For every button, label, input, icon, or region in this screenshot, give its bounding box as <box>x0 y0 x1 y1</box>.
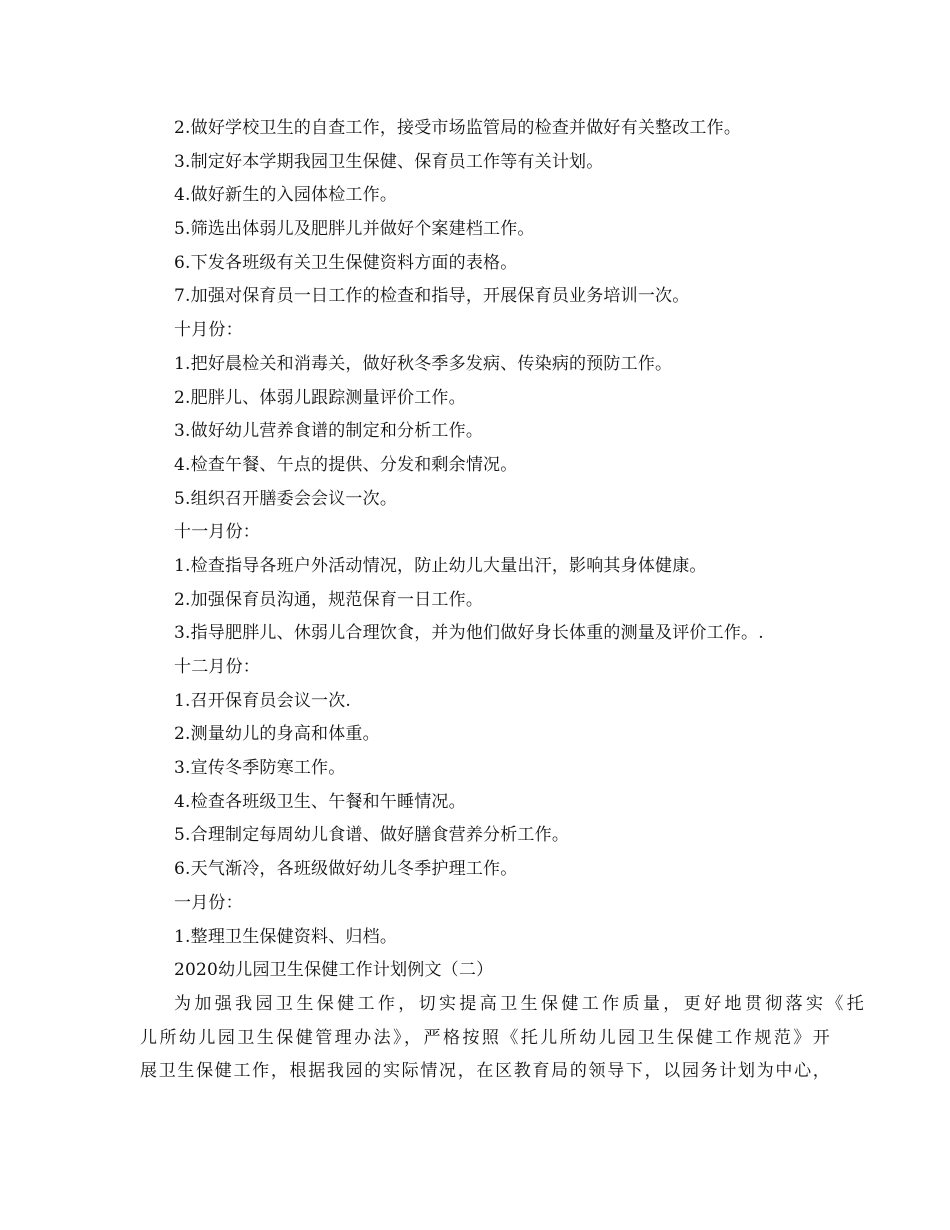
list-item: 2.肥胖儿、体弱儿跟踪测量评价工作。 <box>174 387 466 408</box>
paragraph-line: 儿所幼儿园卫生保健管理办法》，严格按照《托儿所幼儿园卫生保健工作规范》开 <box>140 1027 830 1048</box>
list-item: 5.组织召开膳委会会议一次。 <box>174 488 398 509</box>
list-item: 6.天气渐冷，各班级做好幼儿冬季护理工作。 <box>174 859 518 880</box>
document-subtitle: 2020幼儿园卫生保健工作计划例文（二） <box>174 960 494 981</box>
list-item: 5.筛选出体弱儿及肥胖儿并做好个案建档工作。 <box>174 219 535 240</box>
list-item: 1.检查指导各班户外活动情况，防止幼儿大量出汗，影响其身体健康。 <box>174 555 707 576</box>
list-item: 1.整理卫生保健资料、归档。 <box>174 926 398 947</box>
list-item: 6.下发各班级有关卫生保健资料方面的表格。 <box>174 252 518 273</box>
list-item: 3.宣传冬季防寒工作。 <box>174 758 346 779</box>
list-item: 3.制定好本学期我园卫生保健、保育员工作等有关计划。 <box>174 151 604 172</box>
list-item: 3.做好幼儿营养食谱的制定和分析工作。 <box>174 421 484 442</box>
list-item: 2.做好学校卫生的自查工作，接受市场监管局的检查并做好有关整改工作。 <box>174 118 742 138</box>
paragraph-line: 为加强我园卫生保健工作，切实提高卫生保健工作质量，更好地贯彻落实《托 <box>174 993 864 1014</box>
list-item: 2.加强保育员沟通，规范保育一日工作。 <box>174 589 484 610</box>
list-item: 3.指导肥胖儿、休弱儿合理饮食，并为他们做好身长体重的测量及评价工作。. <box>174 623 764 644</box>
paragraph-line: 展卫生保健工作，根据我园的实际情况，在区教育局的领导下，以园务计划为中心， <box>140 1061 830 1082</box>
section-heading-january: 一月份： <box>174 892 243 913</box>
list-item: 4.做好新生的入园体检工作。 <box>174 185 398 206</box>
section-heading-november: 十一月份： <box>174 522 260 543</box>
list-item: 2.测量幼儿的身高和体重。 <box>174 724 380 745</box>
list-item: 7.加强对保育员一日工作的检查和指导，开展保育员业务培训一次。 <box>174 286 690 307</box>
list-item: 1.把好晨检关和消毒关，做好秋冬季多发病、传染病的预防工作。 <box>174 353 673 374</box>
section-heading-october: 十月份： <box>174 320 243 341</box>
document-body <box>140 112 864 1089</box>
section-heading-december: 十二月份： <box>174 657 260 677</box>
list-item: 4.检查午餐、午点的提供、分发和剩余情况。 <box>174 454 518 475</box>
list-item: 1.召开保育员会议一次. <box>174 690 352 711</box>
list-item: 5.合理制定每周幼儿食谱、做好膳食营养分析工作。 <box>174 825 570 846</box>
list-item: 4.检查各班级卫生、午餐和午睡情况。 <box>174 791 466 812</box>
